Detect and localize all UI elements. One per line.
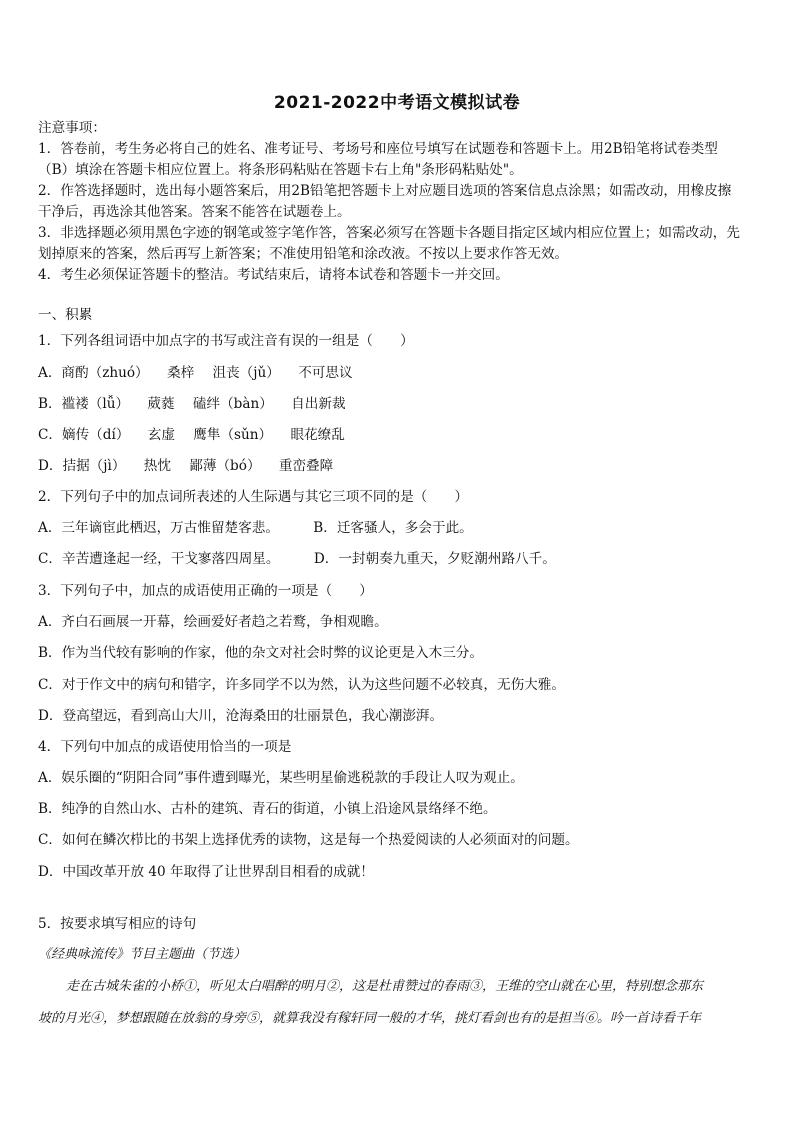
question-2-options-cd xyxy=(38,550,556,568)
question-1-stem: 1．下列各组词语中加点字的书写或注音有误的一组是（ ） xyxy=(38,333,414,349)
notice-heading: 注意事项： xyxy=(38,120,106,136)
option-text: 重峦叠障 xyxy=(278,458,334,474)
option-text: 葳蕤 xyxy=(147,396,175,412)
poem-title: 《经典咏流传》节目主题曲（节选） xyxy=(38,947,247,962)
option-text: C．嫡传（dí） xyxy=(38,427,130,443)
option-text: 不可思议 xyxy=(298,365,353,381)
notice-line: 3．非选择题必须用黑色字迹的钢笔或签字笔作答，答案必须写在答题卡各题目指定区域内相应位置上；如需改动，先 xyxy=(38,225,740,241)
notice-line: 1．答卷前，考生务必将自己的姓名、准考证号、考场号和座位号填写在试题卷和答题卡上。用2B铅笔将试卷类型 xyxy=(38,141,718,157)
notice-line: 4．考生必须保证答题卡的整洁。考试结束后，请将本试卷和答题卡一并交回。 xyxy=(38,267,509,283)
notice-line: 干净后，再选涂其他答案。答案不能答在试题卷上。 xyxy=(38,204,351,220)
option-text: 眼花缭乱 xyxy=(290,427,345,443)
poem-paragraph-line: 坡的月光④，梦想跟随在放翁的身旁⑤，就算我没有稼轩同一般的才华，挑灯看剑也有的是担当⑥。吟一首诗看千年 xyxy=(38,1011,702,1026)
question-4-option-a: A．娱乐圈的“阴阳合同”事件遭到曝光，某些明星偷逃税款的手段让人叹为观止。 xyxy=(38,770,524,786)
option-text: 热忱 xyxy=(143,458,171,474)
option-text: B．褴褛（lǚ） xyxy=(38,396,130,412)
option-text: 自出新裁 xyxy=(291,396,346,412)
question-4-option-c: C．如何在鳞次栉比的书架上选择优秀的读物，这是每一个热爱阅读的人必须面对的问题。 xyxy=(38,832,579,848)
exam-title: 2021-2022中考语文模拟试卷 xyxy=(273,93,521,113)
question-3-option-b: B．作为当代较有影响的作家，他的杂文对社会时弊的议论更是入木三分。 xyxy=(38,645,483,661)
option-c: C．辛苦遭逢起一经，干戈寥落四周星。 xyxy=(38,551,280,567)
question-1-option-a xyxy=(38,364,353,382)
question-3-option-d: D．登高望远，看到高山大川，沧海桑田的壮丽景色，我心潮澎湃。 xyxy=(38,708,444,724)
question-3-stem: 3．下列句子中，加点的成语使用正确的一项是（ ） xyxy=(38,583,373,599)
question-5-stem: 5．按要求填写相应的诗句 xyxy=(38,916,197,932)
question-4-option-b: B．纯净的自然山水、古朴的建筑、青石的街道，小镇上沿途风景络绎不绝。 xyxy=(38,801,497,817)
option-d: D．一封朝奏九重天，夕贬潮州路八千。 xyxy=(313,551,556,567)
question-1-option-b xyxy=(38,395,346,413)
question-3-option-c: C．对于作文中的病句和错字，许多同学不以为然，认为这些问题不必较真，无伤大雅。 xyxy=(38,677,565,693)
option-text: D．拮据（jì） xyxy=(38,458,126,474)
option-text: 沮丧（jǔ） xyxy=(212,365,280,381)
notice-line: 2．作答选择题时，选出每小题答案后，用2B铅笔把答题卡上对应题目选项的答案信息点涂黑；如需改动，用橡皮擦 xyxy=(38,183,732,199)
section-heading: 一、积累 xyxy=(38,307,93,323)
option-b: B．迁客骚人，多会于此。 xyxy=(313,520,473,536)
option-text: 桑梓 xyxy=(166,365,195,381)
option-text: A．商酌（zhuó） xyxy=(38,365,149,381)
notice-line: （B）填涂在答题卡相应位置上。将条形码粘贴在答题卡右上角"条形码粘贴处"。 xyxy=(38,162,523,178)
question-1-option-c xyxy=(38,426,345,444)
question-1-option-d xyxy=(38,457,333,475)
option-text: 玄虚 xyxy=(147,427,175,443)
question-2-stem: 2．下列句子中的加点词所表述的人生际遇与其它三项不同的是（ ） xyxy=(38,489,469,505)
option-text: 鹰隼（sǔn） xyxy=(193,427,273,443)
option-text: 鄙薄（bó） xyxy=(189,458,261,474)
option-text: 磕绊（bàn） xyxy=(192,396,273,412)
question-4-stem: 4．下列句中加点的成语使用恰当的一项是 xyxy=(38,739,292,755)
poem-paragraph-line: 走在古城朱雀的小桥①，听见太白唱醉的明月②，这是杜甫赞过的春雨③，王维的空山就在心里，特别想念那东 xyxy=(66,979,704,994)
option-a: A．三年谪宦此栖迟，万古惟留楚客悲。 xyxy=(38,520,279,536)
question-2-options-ab xyxy=(38,519,473,537)
notice-line: 划掉原来的答案，然后再写上新答案；不准使用铅笔和涂改液。不按以上要求作答无效。 xyxy=(38,246,569,262)
question-3-option-a: A．齐白石画展一开幕，绘画爱好者趋之若鹜，争相观瞻。 xyxy=(38,614,388,630)
question-4-option-d: D．中国改革开放 40 年取得了让世界刮目相看的成就！ xyxy=(38,864,374,880)
